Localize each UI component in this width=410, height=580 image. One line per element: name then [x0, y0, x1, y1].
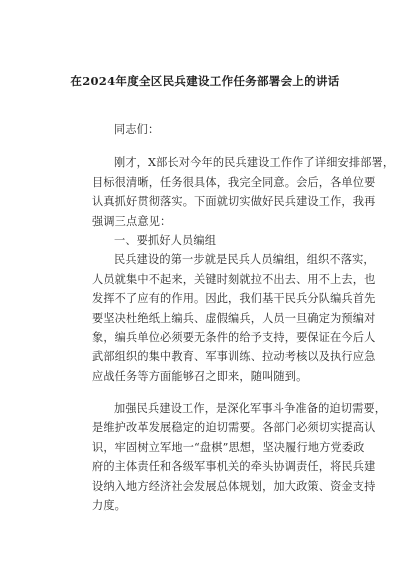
paragraph-line: 是维护改革发展稳定的迫切需要。各部门必须切实提高认	[92, 421, 376, 435]
paragraph-gap	[92, 386, 344, 399]
document-body	[92, 120, 395, 515]
salutation: 同志们：	[114, 123, 160, 136]
paragraph-line: 加强民兵建设工作，是深化军事斗争准备的迫切需要，	[114, 402, 387, 416]
paragraph-line: 强调三点意见：	[92, 214, 172, 228]
section-heading: 一、要抓好人员编组	[114, 233, 217, 247]
paragraph-line: 力度。	[92, 499, 127, 513]
paragraph-line: 象，编兵单位必须要无条件的给予支持，要保证在今后人	[92, 330, 376, 344]
paragraph-line: 设纳入地方经济社会发展总体规划，加大政策、资金支持	[92, 479, 376, 493]
paragraph-line: 识，牢固树立军地一“盘棋”思想，坚决履行地方党委政	[92, 440, 365, 454]
paragraph-line: 刚才，X部长对今年的民兵建设工作作了详细安排部署，	[114, 156, 395, 170]
paragraph-line: 府的主体责任和各级军事机关的牵头协调责任，将民兵建	[92, 460, 376, 474]
paragraph-line: 目标很清晰，任务很具体，我完全同意。会后，各单位要	[92, 175, 376, 189]
document-title: 在2024年度全区民兵建设工作任务部署会上的讲话	[70, 74, 340, 88]
paragraph-line: 民兵建设的第一步就是民兵人员编组，组织不落实，	[114, 253, 375, 267]
paragraph-line: 人员就集中不起来，关键时刻就拉不出去、用不上去，也	[92, 272, 376, 286]
paragraph-line: 武部组织的集中教育、军事训练、拉动考核以及执行应急	[92, 350, 376, 364]
paragraph-line: 要坚决杜绝纸上编兵、虚假编兵，人员一旦确定为预编对	[92, 311, 376, 325]
paragraph-line: 应战任务等方面能够召之即来，随叫随到。	[92, 369, 308, 383]
paragraph-line: 发挥不了应有的作用。因此，我们基干民兵分队编兵首先	[92, 292, 376, 306]
paragraph-line: 认真抓好贯彻落实。下面就切实做好民兵建设工作，我再	[92, 195, 376, 209]
